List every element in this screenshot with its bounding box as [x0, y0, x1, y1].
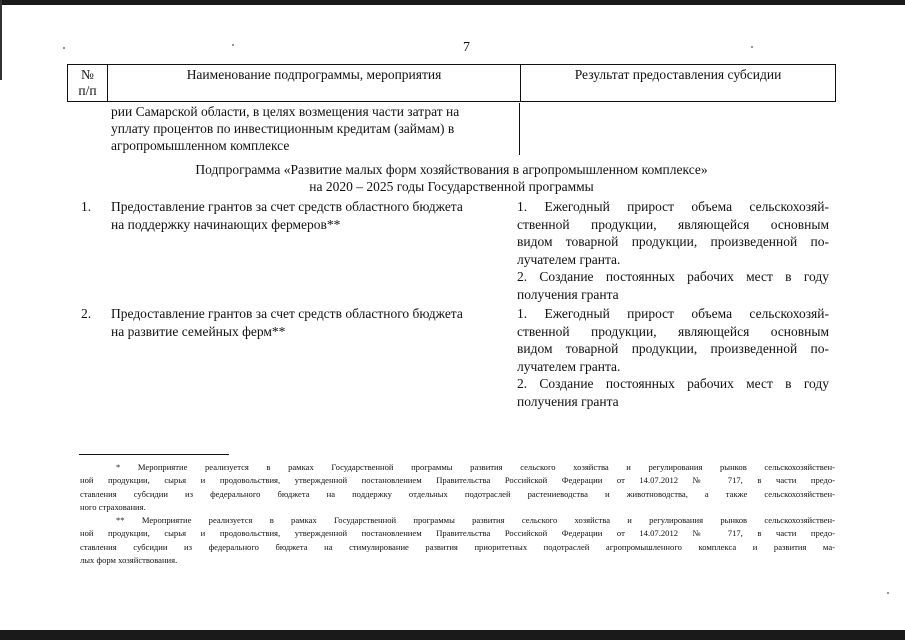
footnote-line: ного страхования. — [80, 501, 146, 512]
result-line: видом товарной продукции, произведенной по- — [517, 234, 829, 249]
footnote-line: ной продукции, сырья и продовольствия, утвержденной постановлением Правительства Российской Федерации от 14.07.2012 № 717, в части предо- — [80, 528, 835, 539]
footnote-separator — [79, 454, 229, 455]
footnotes — [80, 461, 835, 567]
result-line: 1. Ежегодный прирост объема сельскохозяй- — [517, 306, 829, 321]
result-line: получения гранта — [517, 393, 619, 409]
result-line: видом товарной продукции, произведенной по- — [517, 341, 829, 356]
subprogram-title-line: на 2020 – 2025 годы Государственной программы — [309, 179, 594, 194]
subprogram-title — [67, 161, 836, 195]
scan-speck — [232, 44, 234, 46]
continuation-line: агропромышленном комплексе — [111, 138, 290, 153]
header-result-label: Результат предоставления субсидии — [574, 67, 782, 82]
result-line: получения гранта — [517, 286, 619, 302]
result-line: 2. Создание постоянных рабочих мест в году — [517, 269, 829, 284]
activity-name-line: Предоставление грантов за счет средств областного бюджета — [111, 306, 463, 321]
activity-name-line: Предоставление грантов за счет средств областного бюджета — [111, 199, 463, 214]
footnote-line: * Мероприятие реализуется в рамках Государственной программы развития сельского хозяйства и регулирования рынков сельскохозяйствен- — [116, 462, 835, 472]
header-number-label: № п/п — [78, 67, 97, 98]
table-header — [67, 64, 836, 102]
header-result-cell — [521, 65, 836, 102]
row-number: 1. — [81, 199, 92, 214]
result-line: ственной продукции, являющейся основным — [517, 216, 829, 232]
footnote-line: ной продукции, сырья и продовольствия, утвержденной постановлением Правительства Российской Федерации от 14.07.2012 № 717, в части предо- — [80, 475, 835, 486]
header-name-cell — [108, 65, 521, 102]
scan-speck — [751, 46, 753, 48]
footnote-line: ** Мероприятие реализуется в рамках Государственной программы развития сельского хозяйства и регулирования рынков сельскохозяйствен- — [116, 515, 835, 526]
header-number-cell — [68, 65, 108, 102]
result-line: лучателем гранта. — [517, 251, 621, 267]
row-activity-name — [111, 305, 511, 340]
row-activity-name — [111, 198, 511, 233]
row-number: 2. — [81, 306, 92, 321]
result-line: лучателем гранта. — [517, 358, 621, 374]
row-result — [517, 305, 829, 410]
activity-name-line: на поддержку начинающих фермеров** — [111, 216, 341, 232]
page-number: 7 — [463, 40, 470, 55]
footnote-line: ставления субсидии из федерального бюджета на стимулирование развития приоритетных подотраслей агропромышленного комплекса и развития ма- — [80, 541, 835, 552]
scan-speck — [63, 47, 65, 49]
footnote-line: ставления субсидии из федерального бюджета на поддержку отдельных подотраслей растениеводства и животноводства, а также сельскохозяйствен- — [80, 488, 835, 499]
result-line: ственной продукции, являющейся основным — [517, 323, 829, 339]
continuation-line: рии Самарской области, в целях возмещения части затрат на — [111, 104, 460, 119]
scan-speck — [887, 592, 889, 594]
subprogram-title-line: Подпрограмма «Развитие малых форм хозяйствования в агропромышленном комплексе» — [195, 162, 708, 177]
scan-edge-top — [0, 0, 905, 5]
header-name-label: Наименование подпрограммы, мероприятия — [186, 67, 442, 82]
row-result — [517, 198, 829, 303]
activity-name-line: на развитие семейных ферм** — [111, 323, 286, 339]
continuation-line: уплату процентов по инвестиционным кредитам (займам) в — [111, 121, 455, 136]
footnote-line: лых форм хозяйствования. — [80, 555, 178, 566]
scan-edge-bottom — [0, 630, 905, 640]
result-line: 2. Создание постоянных рабочих мест в году — [517, 376, 829, 391]
result-line: 1. Ежегодный прирост объема сельскохозяй- — [517, 199, 829, 214]
scan-edge-left — [0, 0, 2, 80]
continuation-text — [111, 103, 520, 155]
